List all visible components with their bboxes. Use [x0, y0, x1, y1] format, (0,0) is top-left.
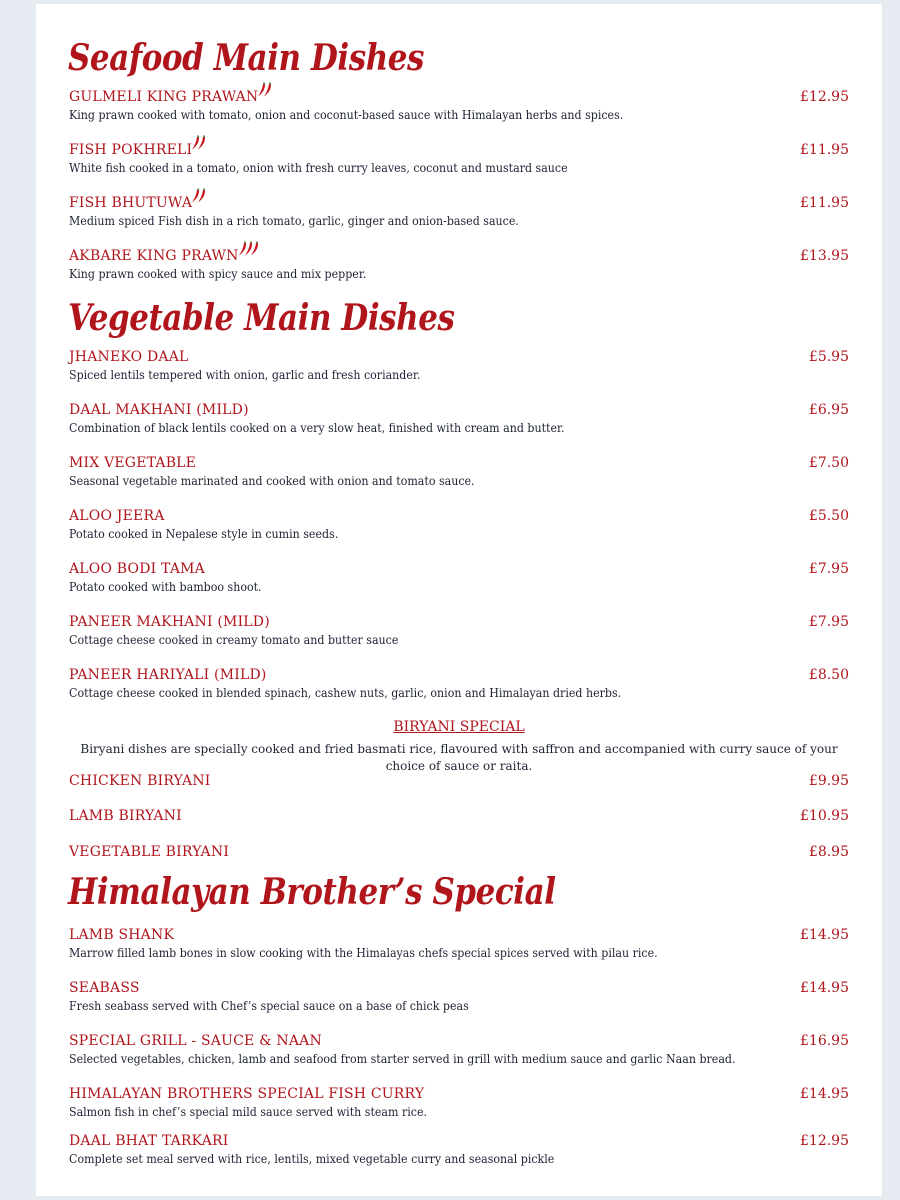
chili-pepper-icon	[238, 240, 262, 262]
item-description: Potato cooked with bamboo shoot.	[69, 580, 262, 594]
item-price: £10.95	[800, 808, 849, 824]
item-name: LAMB SHANK	[69, 927, 175, 943]
item-description: Salmon fish in chef’s special mild sauce served with steam rice.	[69, 1105, 428, 1119]
item-name: AKBARE KING PRAWN	[69, 248, 239, 264]
item-name: DAAL BHAT TARKARI	[69, 1133, 229, 1149]
chili-pepper-icon	[257, 81, 275, 103]
item-price: £6.95	[808, 402, 849, 418]
item-price: £11.95	[800, 195, 849, 211]
menu-item	[69, 142, 849, 176]
item-description: Seasonal vegetable marinated and cooked with onion and tomato sauce.	[69, 474, 475, 488]
biryani-note: Biryani dishes are specially cooked and fried basmati rice, flavoured with saffron and accompanied with curry sauce of your choice of sauce or raita.	[80, 742, 838, 773]
menu-item	[69, 667, 849, 701]
menu-item	[69, 614, 849, 648]
item-description: Cottage cheese cooked in blended spinach, cashew nuts, garlic, onion and Himalayan dried herbs.	[69, 686, 622, 700]
item-name: VEGETABLE BIRYANI	[69, 844, 230, 860]
menu-item	[69, 508, 849, 542]
menu-item	[69, 349, 849, 383]
menu-item	[69, 980, 849, 1014]
item-name: PANEER MAKHANI (MILD)	[69, 614, 270, 630]
item-description: Fresh seabass served with Chef’s special sauce on a base of chick peas	[69, 999, 469, 1013]
item-description: King prawn cooked with tomato, onion and coconut-based sauce with Himalayan herbs and spices.	[69, 108, 624, 122]
item-description: Spiced lentils tempered with onion, garlic and fresh coriander.	[69, 368, 421, 382]
menu-item	[69, 195, 849, 229]
menu-item	[69, 844, 849, 860]
item-name: SEABASS	[69, 980, 140, 996]
item-description: Marrow filled lamb bones in slow cooking with the Himalayas chefs special spices served with pilau rice.	[69, 946, 658, 960]
menu-item	[69, 561, 849, 595]
item-price: £13.95	[800, 248, 849, 264]
item-price: £16.95	[800, 1033, 849, 1049]
chili-pepper-icon	[191, 187, 209, 209]
item-description: Combination of black lentils cooked on a very slow heat, finished with cream and butter.	[69, 421, 565, 435]
menu-item	[69, 455, 849, 489]
section-title-seafood: Seafood Main Dishes	[68, 37, 425, 79]
menu-item	[69, 927, 849, 961]
item-price: £12.95	[800, 89, 849, 105]
item-price: £12.95	[800, 1133, 849, 1149]
item-name: SPECIAL GRILL - SAUCE & NAAN	[69, 1033, 322, 1049]
item-name: JHANEKO DAAL	[69, 349, 189, 365]
menu-item	[69, 1086, 849, 1120]
item-name: HIMALAYAN BROTHERS SPECIAL FISH CURRY	[69, 1086, 425, 1102]
item-name: CHICKEN BIRYANI	[69, 773, 211, 789]
item-name: ALOO BODI TAMA	[69, 561, 205, 577]
item-name: LAMB BIRYANI	[69, 808, 182, 824]
item-description: Complete set meal served with rice, lentils, mixed vegetable curry and seasonal pickle	[69, 1152, 555, 1166]
item-price: £11.95	[800, 142, 849, 158]
section-title-special: Himalayan Brother’s Special	[68, 871, 556, 913]
section-title-vegetable: Vegetable Main Dishes	[68, 297, 455, 339]
biryani-heading: BIRYANI SPECIAL	[393, 719, 525, 735]
menu-item	[69, 89, 849, 123]
item-price: £7.50	[808, 455, 849, 471]
menu-item	[69, 773, 849, 789]
item-description: Cottage cheese cooked in creamy tomato and butter sauce	[69, 633, 399, 647]
menu-item	[69, 1033, 849, 1067]
item-name: GULMELI KING PRAWAN	[69, 89, 259, 105]
item-description: King prawn cooked with spicy sauce and mix pepper.	[69, 267, 367, 281]
item-name: DAAL MAKHANI (MILD)	[69, 402, 249, 418]
item-price: £14.95	[800, 1086, 849, 1102]
item-name: MIX VEGETABLE	[69, 455, 197, 471]
chili-pepper-icon	[191, 134, 209, 156]
item-description: Selected vegetables, chicken, lamb and seafood from starter served in grill with medium sauce and garlic Naan bread.	[69, 1052, 736, 1066]
menu-item	[69, 402, 849, 436]
item-price: £5.95	[808, 349, 849, 365]
item-price: £7.95	[808, 561, 849, 577]
item-price: £7.95	[808, 614, 849, 630]
item-description: White fish cooked in a tomato, onion with fresh curry leaves, coconut and mustard sauce	[69, 161, 568, 175]
item-price: £8.50	[808, 667, 849, 683]
item-price: £14.95	[800, 980, 849, 996]
item-price: £9.95	[808, 773, 849, 789]
item-name: PANEER HARIYALI (MILD)	[69, 667, 267, 683]
item-name: FISH BHUTUWA	[69, 195, 193, 211]
item-price: £8.95	[808, 844, 849, 860]
item-description: Potato cooked in Nepalese style in cumin seeds.	[69, 527, 339, 541]
item-description: Medium spiced Fish dish in a rich tomato, garlic, ginger and onion-based sauce.	[69, 214, 519, 228]
item-price: £5.50	[808, 508, 849, 524]
menu-item	[69, 1133, 849, 1167]
item-price: £14.95	[800, 927, 849, 943]
item-name: ALOO JEERA	[69, 508, 165, 524]
menu-item	[69, 248, 849, 282]
menu-page	[36, 4, 882, 1196]
item-name: FISH POKHRELI	[69, 142, 193, 158]
menu-item	[69, 808, 849, 824]
